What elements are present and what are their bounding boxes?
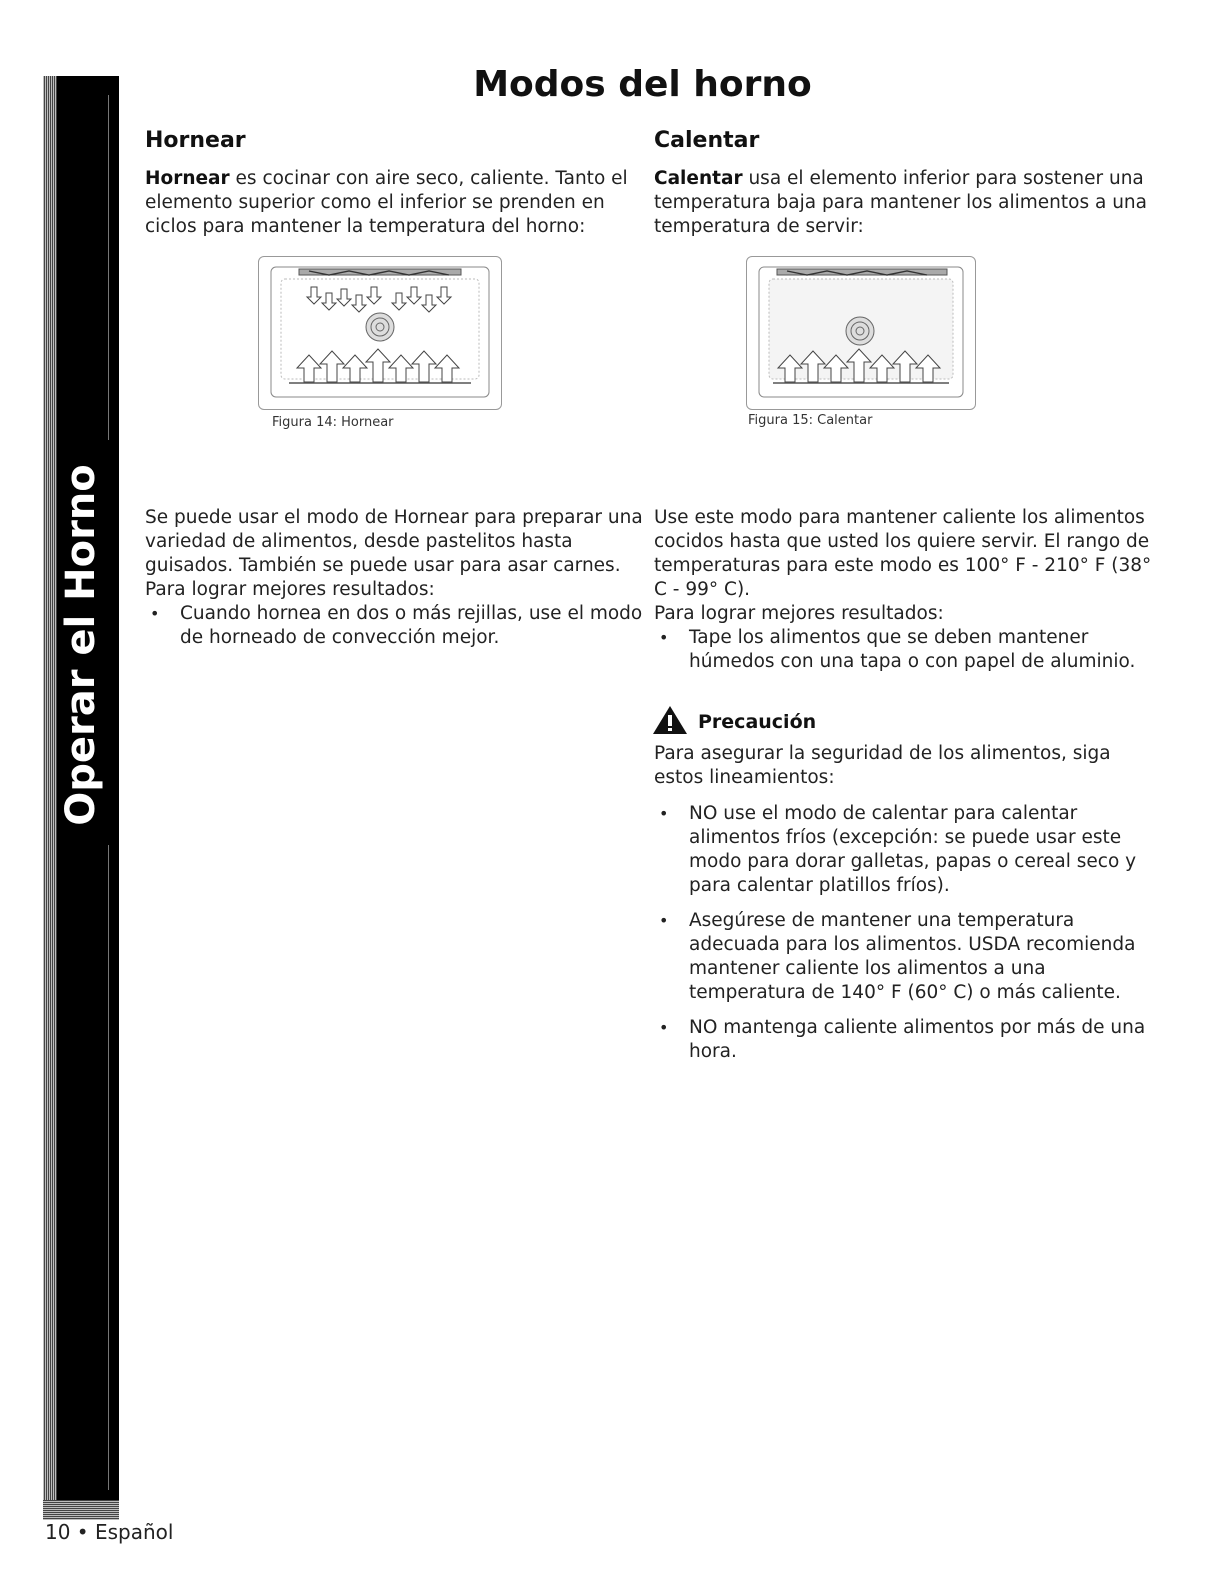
calentar-bullet: • Tape los alimentos que se deben mantener húmedos con una tapa o con papel de aluminio.	[654, 626, 1154, 674]
hornear-body	[145, 506, 645, 650]
hornear-tips-label: Para lograr mejores resultados:	[145, 579, 435, 600]
hornear-intro-bold: Hornear	[145, 168, 230, 189]
caution-item: • NO mantenga caliente alimentos por más de una hora.	[654, 1016, 1154, 1064]
figure-caption-hornear: Figura 14: Hornear	[272, 415, 394, 430]
warning-triangle-icon	[652, 705, 688, 739]
section-heading-hornear: Hornear	[145, 128, 246, 153]
caution-header	[652, 705, 816, 739]
sidebar-label: Operar el Horno	[58, 464, 104, 826]
calentar-intro-bold: Calentar	[654, 168, 743, 189]
oven-warm-diagram	[747, 257, 975, 409]
calentar-intro-text: usa el elemento inferior para sostener una temperatura baja para mantener los alimentos a una temperatura de servir:	[654, 168, 1147, 237]
figure-caption-calentar: Figura 15: Calentar	[748, 413, 873, 428]
calentar-tips-label: Para lograr mejores resultados:	[654, 603, 944, 624]
hornear-intro-text: es cocinar con aire seco, caliente. Tanto el elemento superior como el inferior se prenden en ciclos para mantener la temperatura del horno:	[145, 168, 628, 237]
calentar-body	[654, 506, 1154, 674]
sidebar-texture-bottom	[43, 1500, 119, 1520]
hornear-bullet: • Cuando hornea en dos o más rejillas, use el modo de horneado de convección mejor.	[145, 602, 645, 650]
caution-title: Precaución	[698, 711, 817, 733]
caution-item: • NO use el modo de calentar para calentar alimentos fríos (excepción: se puede usar este modo para dorar galletas, papas o cereal seco y para calentar platillos fríos).	[654, 802, 1154, 898]
calentar-figure	[746, 256, 976, 410]
caution-body	[654, 742, 1154, 1075]
caution-intro: Para asegurar la seguridad de los alimentos, siga estos lineamientos:	[654, 743, 1111, 788]
sidebar-rule-bottom	[108, 845, 109, 1490]
hornear-figure	[258, 256, 502, 410]
hornear-intro	[145, 167, 645, 239]
page-title: Modos del horno	[473, 64, 812, 105]
page-number: 10 • Español	[45, 1520, 174, 1544]
section-heading-calentar: Calentar	[654, 128, 760, 153]
sidebar-texture	[43, 76, 57, 1520]
oven-bake-diagram	[259, 257, 501, 409]
calentar-intro	[654, 167, 1154, 239]
calentar-paragraph: Use este modo para mantener caliente los alimentos cocidos hasta que usted los quiere servir. El rango de temperaturas para este modo es 100° F - 210° F (38° C - 99° C).	[654, 507, 1152, 600]
sidebar-rule-top	[108, 95, 109, 440]
hornear-paragraph: Se puede usar el modo de Hornear para preparar una variedad de alimentos, desde pastelitos hasta guisados. También se puede usar para asar carnes.	[145, 507, 643, 576]
caution-item: • Asegúrese de mantener una temperatura adecuada para los alimentos. USDA recomienda mantener caliente los alimentos a una temperatura de 140° F (60° C) o más caliente.	[654, 909, 1154, 1005]
